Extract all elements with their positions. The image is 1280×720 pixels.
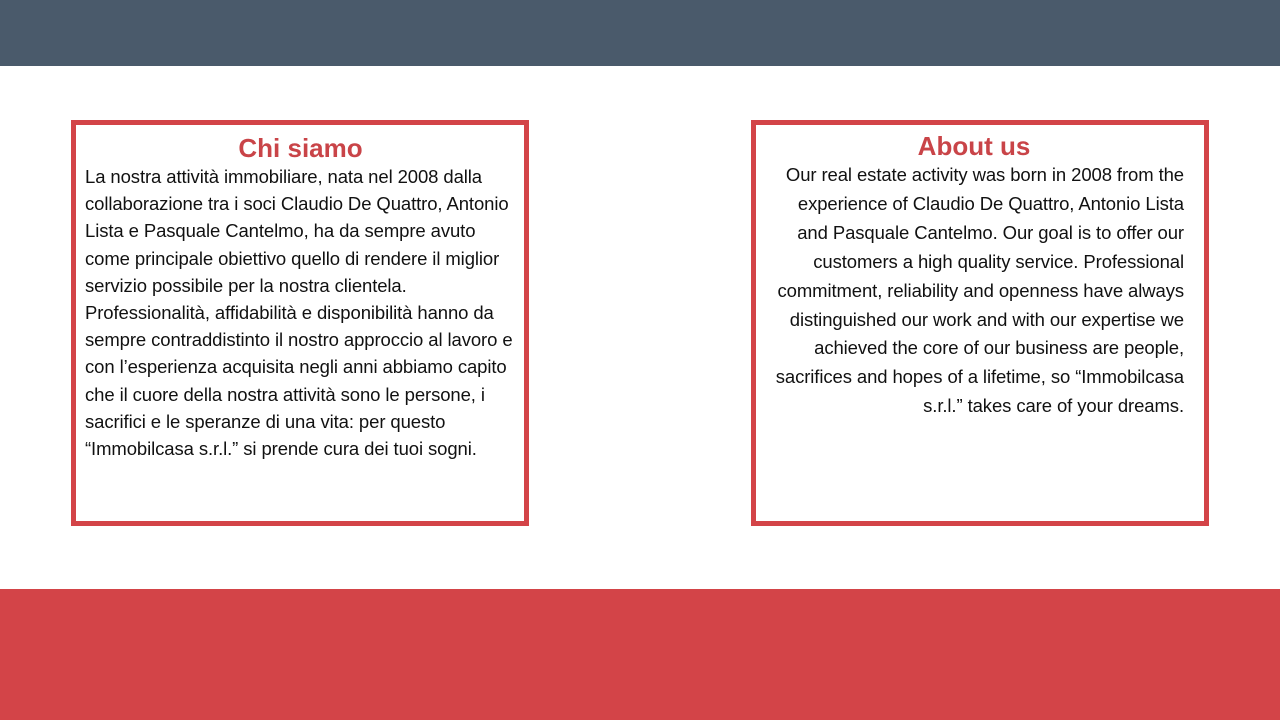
about-us-title: About us bbox=[917, 131, 1031, 161]
chi-siamo-box bbox=[71, 120, 529, 526]
about-us-box bbox=[751, 120, 1209, 526]
top-header-band bbox=[0, 0, 1280, 66]
chi-siamo-title: Chi siamo bbox=[238, 133, 363, 163]
chi-siamo-text: La nostra attività immobiliare, nata nel 2008 dalla collaborazione tra i soci Claudio De Quattro, Antonio Lista e Pasquale Cantelmo, ha da sempre avuto come principale obiettivo quello di rendere il miglior servizio possibile per la nostra clientela. Professionalità, affidabilità e disponibilità hanno da sempre contraddistinto il nostro approccio al lavoro e con l’esperienza acquisita negli anni abbiamo capito che il cuore della nostra attività sono le persone, i sacrifici e le speranze di una vita: per questo “Immobilcasa s.r.l.” si prende cura dei tuoi sogni. bbox=[85, 166, 513, 460]
bottom-footer-band bbox=[0, 589, 1280, 720]
about-us-text: Our real estate activity was born in 2008 from the experience of Claudio De Quattro, Antonio Lista and Pasquale Cantelmo. Our goal is to offer our customers a high quality service. Professional commitment, reliability and openness have always distinguished our work and with our expertise we achieved the core of our business are people, sacrifices and hopes of a lifetime, so “Immobilcasa s.r.l.” takes care of your dreams. bbox=[775, 164, 1184, 417]
